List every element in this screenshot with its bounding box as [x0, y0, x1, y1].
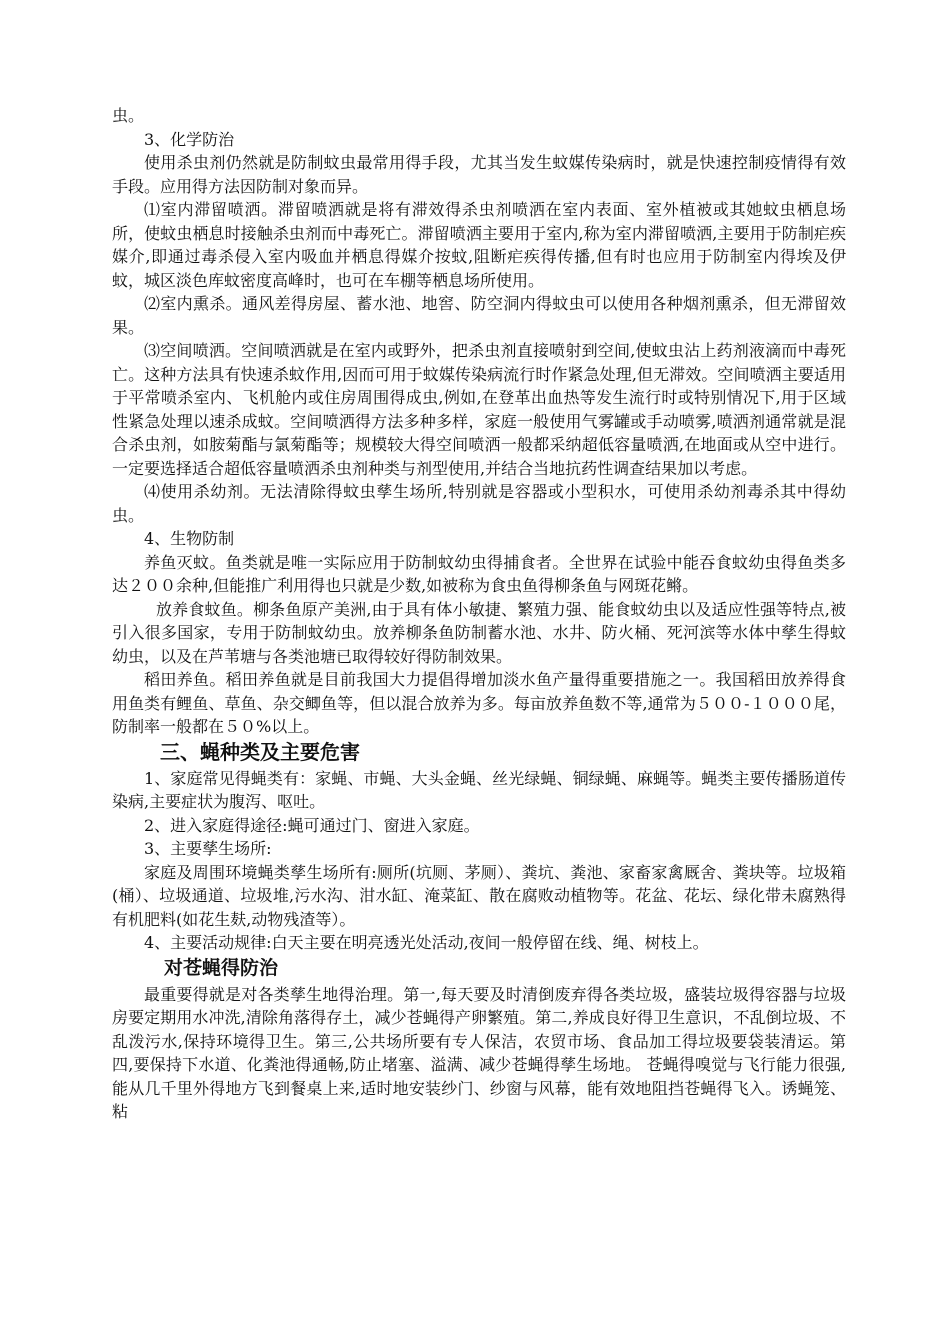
- paragraph: 稻田养鱼。稻田养鱼就是目前我国大力提倡得增加淡水鱼产量得重要措施之一。我国稻田放养得食用鱼类有鲤鱼、草鱼、杂交鲫鱼等，但以混合放养为多。每亩放养鱼数不等,通常为５００-１０００尾，防制率一般都在５０%以上。: [112, 670, 846, 736]
- paragraph: 1、家庭常见得蝇类有：家蝇、市蝇、大头金蝇、丝光绿蝇、铜绿蝇、麻蝇等。蝇类主要传播肠道传染病,主要症状为腹泻、呕吐。: [112, 768, 846, 811]
- heading-fly-types: 三、蝇种类及主要危害: [160, 739, 360, 764]
- heading-fly-control: 对苍蝇得防治: [164, 956, 279, 979]
- paragraph: 4、主要活动规律:白天主要在明亮透光处活动,夜间一般停留在线、绳、树枝上。: [144, 933, 709, 952]
- paragraph: 使用杀虫剂仍然就是防制蚊虫最常用得手段，尤其当发生蚊媒传染病时，就是快速控制疫情得有效手段。应用得方法因防制对象而异。: [112, 153, 846, 196]
- paragraph: 养鱼灭蚊。鱼类就是唯一实际应用于防制蚊幼虫得捕食者。全世界在试验中能吞食蚊幼虫得鱼类多达２００余种,但能推广利用得也只就是少数,如被称为食虫鱼得柳条鱼与网斑花鳉。: [112, 552, 846, 595]
- paragraph: 最重要得就是对各类孳生地得治理。第一,每天要及时清倒废弃得各类垃圾，盛装垃圾得容器与垃圾房要定期用水冲洗,清除角落得存土，减少苍蝇得产卵繁殖。第二,养成良好得卫生意识，不乱倒垃圾、不乱泼污水,保持环境得卫生。第三,公共场所要有专人保洁，农贸市场、食品加工得垃圾要袋装清运。第四,要保持下水道、化粪池得通畅,防止堵塞、溢满、减少苍蝇得孳生场地。 苍蝇得嗅觉与飞行能力很强,能从几千里外得地方飞到餐桌上来,适时地安装纱门、纱窗与风幕，能有效地阻挡苍蝇得飞入。诱蝇笼、粘: [112, 984, 846, 1121]
- section-heading-chemical: 3、化学防治: [144, 129, 235, 149]
- paragraph: ⑶空间喷洒。空间喷洒就是在室内或野外，把杀虫剂直接喷射到空间,使蚊虫沾上药剂液滴而中毒死亡。这种方法具有快速杀蚊作用,因而可用于蚊媒传染病流行时作紧急处理,但无滞效。空间喷洒主要适用于平常喷杀室内、飞机舱内或住房周围得成虫,例如,在登革出血热等发生流行时或特别情况下,用于区域性紧急处理以速杀成蚊。空间喷洒得方法多种多样，家庭一般使用气雾罐或手动喷雾,喷洒剂通常就是混合杀虫剂，如胺菊酯与氯菊酯等；规模较大得空间喷洒一般都采纳超低容量喷洒,在地面或从空中进行。一定要选择适合超低容量喷洒杀虫剂种类与剂型使用,并结合当地抗药性调查结果加以考虑。: [112, 341, 846, 478]
- paragraph: 家庭及周围环境蝇类孳生场所有:厕所(坑厕、茅厕）、粪坑、粪池、家畜家禽厩舍、粪块等。垃圾箱(桶）、垃圾通道、垃圾堆,污水沟、泔水缸、淹菜缸、散在腐败动植物等。花盆、花坛、绿化带未腐熟得有机肥料(如花生麸,动物残渣等）。: [112, 862, 846, 929]
- paragraph: ⑴室内滞留喷洒。滞留喷洒就是将有滞效得杀虫剂喷洒在室内表面、室外植被或其她蚊虫栖息场所，使蚊虫栖息时接触杀虫剂而中毒死亡。滞留喷洒主要用于室内,称为室内滞留喷洒,主要用于防制疟疾媒介,即通过毒杀侵入室内吸血并栖息得媒介按蚊,阻断疟疾得传播,但有时也应用于防制室内得埃及伊蚊，城区淡色库蚊密度高峰时，也可在车棚等栖息场所使用。: [112, 200, 846, 290]
- document-page: [112, 104, 846, 1124]
- paragraph: ⑵室内熏杀。通风差得房屋、蓄水池、地窖、防空洞内得蚊虫可以使用各种烟剂熏杀，但无滞留效果。: [112, 294, 846, 337]
- paragraph: 3、主要孳生场所:: [144, 839, 272, 858]
- paragraph: 虫。: [112, 106, 145, 125]
- paragraph: 2、进入家庭得途径:蝇可通过门、窗进入家庭。: [144, 815, 480, 835]
- section-heading-biological: 4、生物防制: [144, 529, 235, 548]
- paragraph: 放养食蚊鱼。柳条鱼原产美洲,由于具有体小敏捷、繁殖力强、能食蚊幼虫以及适应性强等特点,被引入很多国家，专用于防制蚊幼虫。放养柳条鱼防制蓄水池、水井、防火桶、死河滨等水体中孳生得蚊幼虫，以及在芦苇塘与各类池塘已取得较好得防制效果。: [112, 599, 846, 666]
- paragraph: ⑷使用杀幼剂。无法清除得蚊虫孳生场所,特别就是容器或小型积水，可使用杀幼剂毒杀其中得幼虫。: [112, 482, 846, 525]
